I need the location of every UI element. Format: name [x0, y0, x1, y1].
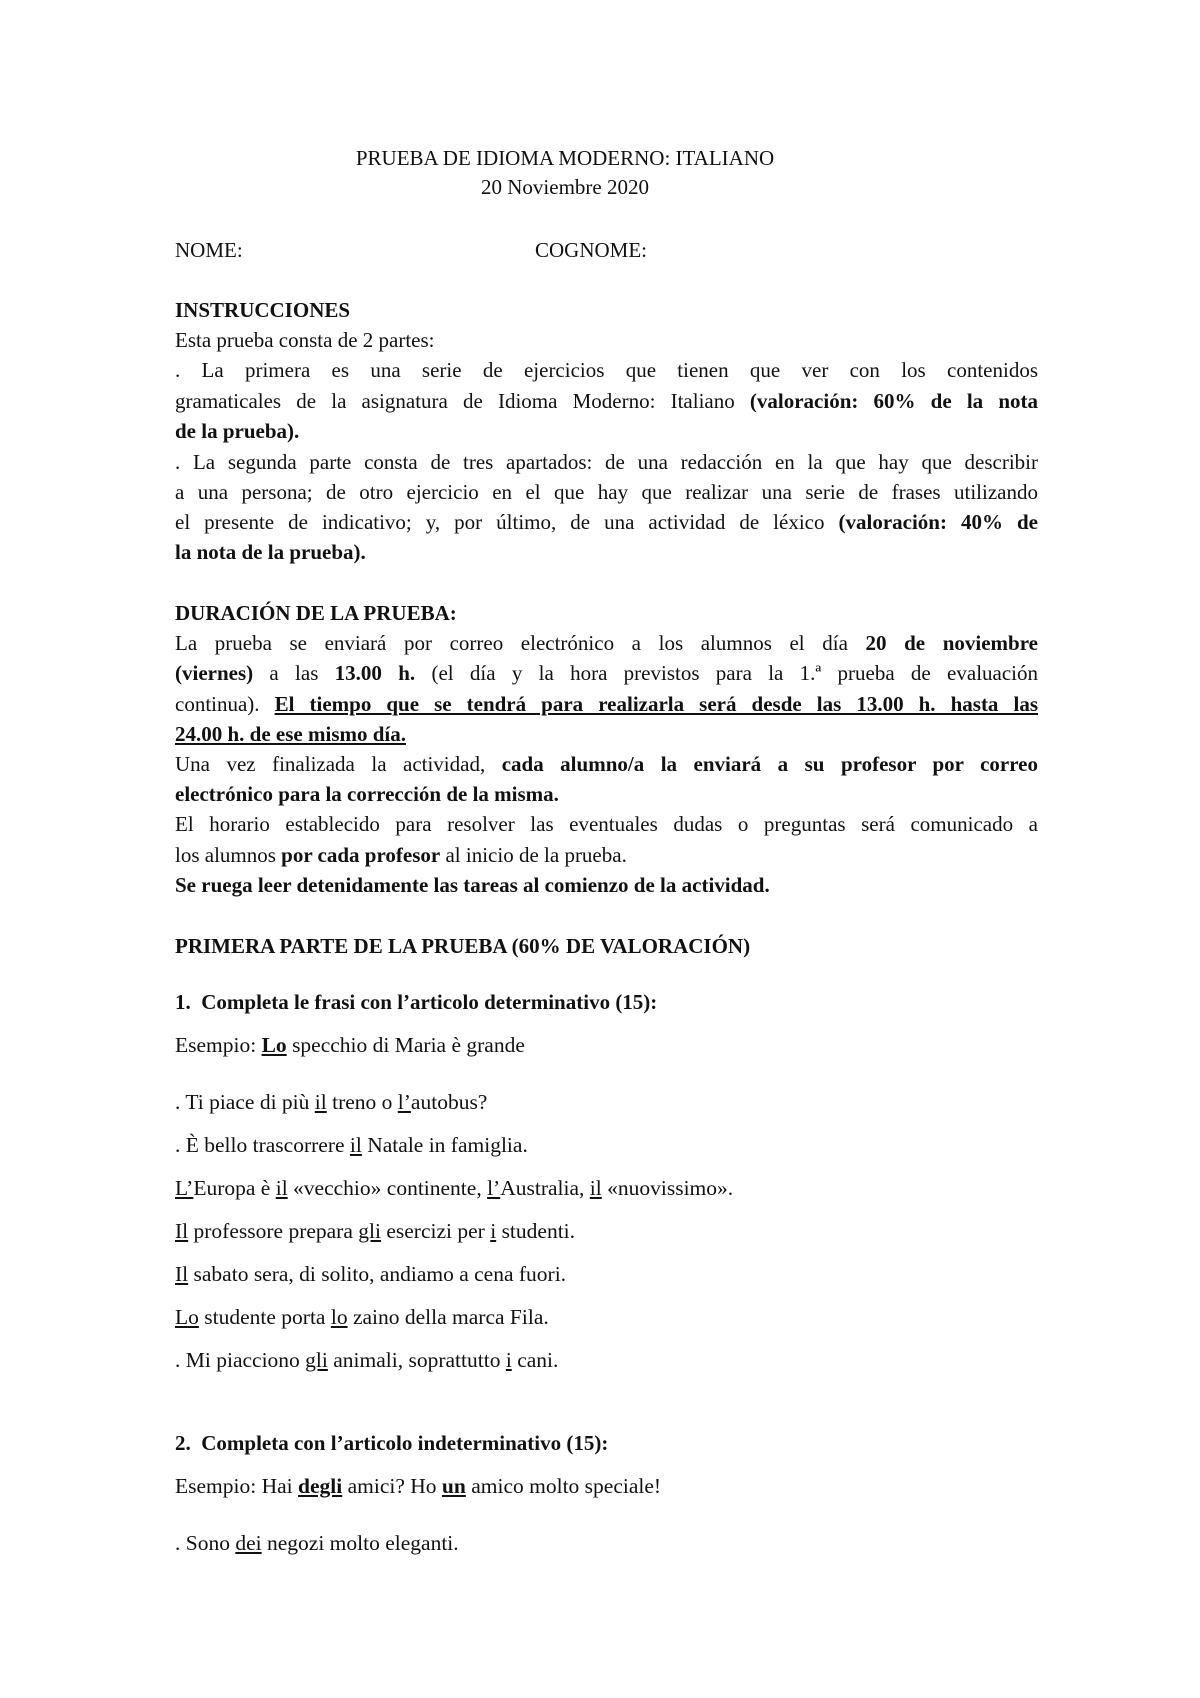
- part1-heading: PRIMERA PARTE DE LA PRUEBA (60% DE VALORACIÓN): [175, 934, 751, 958]
- instructions-part1-line1: . La primera es una serie de ejercicios que tienen que ver con los contenidos: [175, 358, 1038, 382]
- instructions-part2-line2: a una persona; de otro ejercicio en el que hay que realizar una serie de frases utilizando: [175, 480, 1038, 504]
- exercise1-sentence-2: . È bello trascorrere il Natale in famiglia.: [175, 1133, 528, 1157]
- duration-heading: DURACIÓN DE LA PRUEBA:: [175, 601, 457, 625]
- nome-label: NOME:: [175, 238, 243, 262]
- instructions-part1-line3: de la prueba).: [175, 419, 300, 443]
- duration-line5: Una vez finalizada la actividad, cada alumno/a la enviará a su profesor por correo: [175, 752, 1039, 776]
- instructions-part2-line4: la nota de la prueba).: [175, 540, 366, 564]
- duration-line3: continua). El tiempo que se tendrá para realizarla será desde las 13.00 h. hasta las: [175, 692, 1038, 716]
- cognome-label: COGNOME:: [535, 238, 648, 262]
- document-date: 20 Noviembre 2020: [481, 175, 649, 199]
- exercise2-title: 2. Completa con l’articolo indeterminativo (15):: [175, 1431, 609, 1455]
- instructions-intro: Esta prueba consta de 2 partes:: [175, 328, 435, 352]
- instructions-heading: INSTRUCCIONES: [175, 298, 351, 322]
- name-fields-row: [175, 238, 1038, 263]
- document-title: PRUEBA DE IDIOMA MODERNO: ITALIANO: [355, 146, 775, 170]
- duration-line6: electrónico para la corrección de la misma.: [175, 782, 559, 806]
- exercise1-sentence-6: Lo studente porta lo zaino della marca Fila.: [175, 1305, 549, 1329]
- exercise1-sentence-3: L’Europa è il «vecchio» continente, l’Australia, il «nuovissimo».: [175, 1176, 734, 1200]
- instructions-part1-line2: gramaticales de la asignatura de Idioma Moderno: Italiano (valoración: 60% de la nota: [175, 389, 1038, 413]
- exercise2-example: Esempio: Hai degli amici? Ho un amico molto speciale!: [175, 1474, 662, 1498]
- duration-line8: los alumnos por cada profesor al inicio de la prueba.: [175, 843, 627, 867]
- duration-line1: La prueba se enviará por correo electrónico a los alumnos el día 20 de noviembre: [175, 631, 1038, 655]
- duration-line7: El horario establecido para resolver las eventuales dudas o preguntas será comunicado a: [175, 812, 1038, 836]
- exercise1-title: 1. Completa le frasi con l’articolo determinativo (15):: [175, 990, 658, 1014]
- exercise1-sentence-1: . Ti piace di più il treno o l’autobus?: [175, 1090, 488, 1114]
- instructions-part2-line3: el presente de indicativo; y, por último, de una actividad de léxico (valoración: 40% de: [175, 510, 1038, 534]
- duration-line4: 24.00 h. de ese mismo día.: [175, 722, 406, 746]
- exercise1-sentence-4: Il professore prepara gli esercizi per i studenti.: [175, 1219, 576, 1243]
- exercise1-example: Esempio: Lo specchio di Maria è grande: [175, 1033, 525, 1057]
- exercise1-sentence-5: Il sabato sera, di solito, andiamo a cena fuori.: [175, 1262, 567, 1286]
- instructions-part2-line1: . La segunda parte consta de tres apartados: de una redacción en la que hay que describir: [175, 450, 1038, 474]
- exercise1-sentence-7: . Mi piacciono gli animali, soprattutto i cani.: [175, 1348, 559, 1372]
- duration-line9: Se ruega leer detenidamente las tareas al comienzo de la actividad.: [175, 873, 770, 897]
- duration-line2: (viernes) a las 13.00 h. (el día y la hora previstos para la 1.ª prueba de evaluación: [175, 661, 1039, 685]
- exercise2-sentence-1: . Sono dei negozi molto eleganti.: [175, 1531, 459, 1555]
